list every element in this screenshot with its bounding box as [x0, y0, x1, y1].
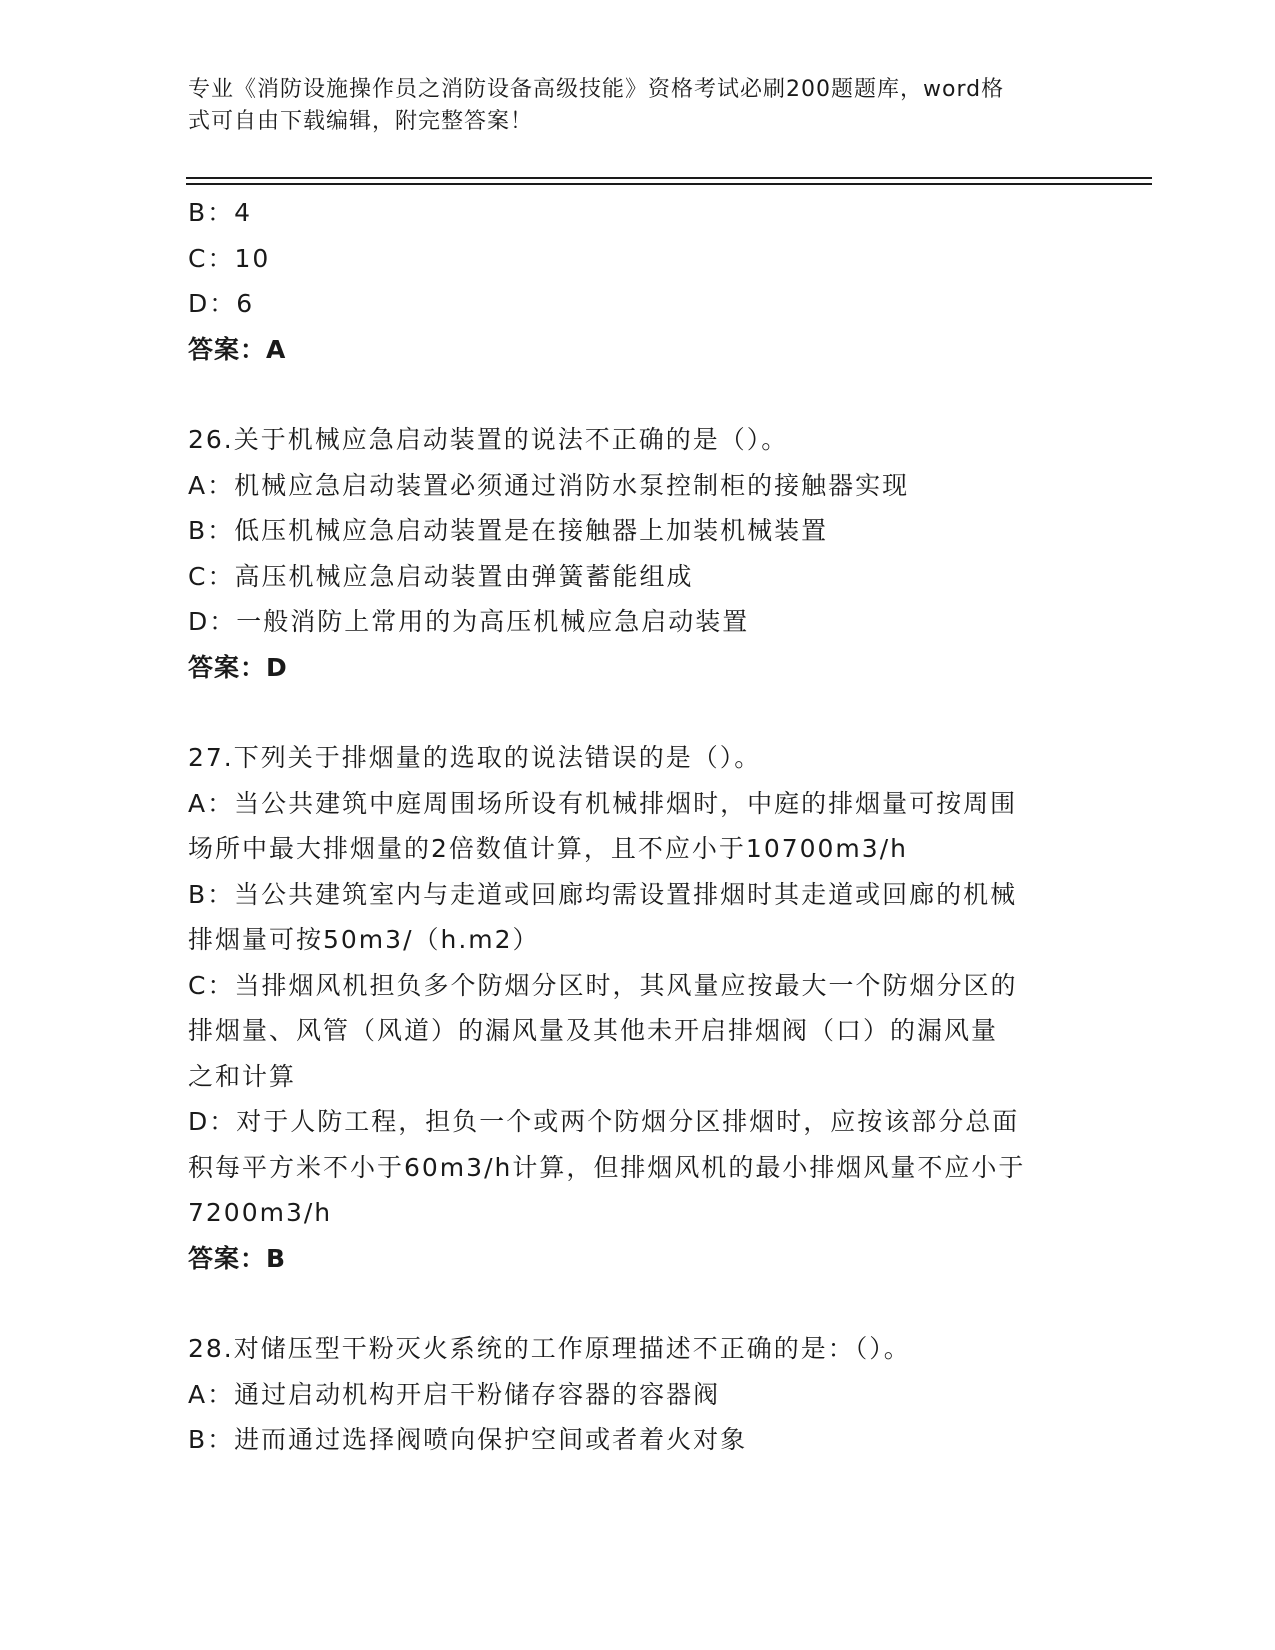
question-stem: 27.下列关于排烟量的选取的说法错误的是（）。	[188, 743, 762, 772]
option-a-line-1: A：当公共建筑中庭周围场所设有机械排烟时，中庭的排烟量可按周围	[188, 788, 1018, 818]
option-d-line-2: 积每平方米不小于60m3/h计算，但排烟风机的最小排烟风量不应小于	[188, 1152, 1026, 1182]
spacer	[188, 690, 1068, 735]
option-a: A：机械应急启动装置必须通过消防水泵控制柜的接触器实现	[188, 470, 910, 500]
option-c	[188, 963, 1068, 1100]
option-c-line-1: C：当排烟风机担负多个防烟分区时，其风量应按最大一个防烟分区的	[188, 970, 1018, 1000]
answer-line: 答案：D	[188, 652, 288, 682]
answer-line: 答案：A	[188, 334, 287, 364]
option-d	[188, 1099, 1068, 1236]
question-27	[188, 735, 1068, 1281]
question-stem: 28.对储压型干粉灭火系统的工作原理描述不正确的是：（）。	[188, 1334, 911, 1363]
option-b-line-1: B：当公共建筑室内与走道或回廊均需设置排烟时其走道或回廊的机械	[188, 879, 1018, 909]
header-divider-top	[186, 177, 1152, 179]
option-c-line-3: 之和计算	[188, 1061, 297, 1091]
option-b-line-2: 排烟量可按50m3/（h.m2）	[188, 925, 540, 954]
question-26	[188, 417, 1068, 690]
option-a: A：通过启动机构开启干粉储存容器的容器阀	[188, 1379, 721, 1409]
option-b	[188, 872, 1068, 963]
header-line-2: 式可自由下载编辑，附完整答案！	[188, 109, 534, 134]
option-b: B：低压机械应急启动装置是在接触器上加装机械装置	[188, 516, 829, 545]
header-line-1: 专业《消防设施操作员之消防设备高级技能》资格考试必刷200题题库，word格	[188, 77, 1005, 102]
option-d: D：一般消防上常用的为高压机械应急启动装置	[188, 607, 750, 636]
page-header	[188, 74, 1068, 138]
option-b: B：进而通过选择阀喷向保护空间或者着火对象	[188, 1425, 748, 1454]
option-d: D：6	[188, 289, 255, 318]
spacer	[188, 1281, 1068, 1326]
answer-line: 答案：B	[188, 1243, 287, 1273]
header-divider-bottom	[186, 183, 1152, 185]
option-d-line-1: D：对于人防工程，担负一个或两个防烟分区排烟时，应按该部分总面	[188, 1107, 1020, 1136]
option-a	[188, 781, 1068, 872]
option-c: C：高压机械应急启动装置由弹簧蓄能组成	[188, 561, 694, 591]
spacer	[188, 372, 1068, 417]
option-d-line-3: 7200m3/h	[188, 1198, 333, 1227]
option-b: B：4	[188, 198, 253, 227]
previous-question-tail	[188, 190, 1068, 372]
option-c: C：10	[188, 243, 271, 273]
question-stem: 26.关于机械应急启动装置的说法不正确的是（）。	[188, 425, 789, 454]
option-a-line-2: 场所中最大排烟量的2倍数值计算，且不应小于10700m3/h	[188, 834, 908, 863]
question-28	[188, 1326, 1068, 1463]
option-c-line-2: 排烟量、风管（风道）的漏风量及其他未开启排烟阀（口）的漏风量	[188, 1016, 999, 1045]
question-list	[188, 190, 1068, 1463]
